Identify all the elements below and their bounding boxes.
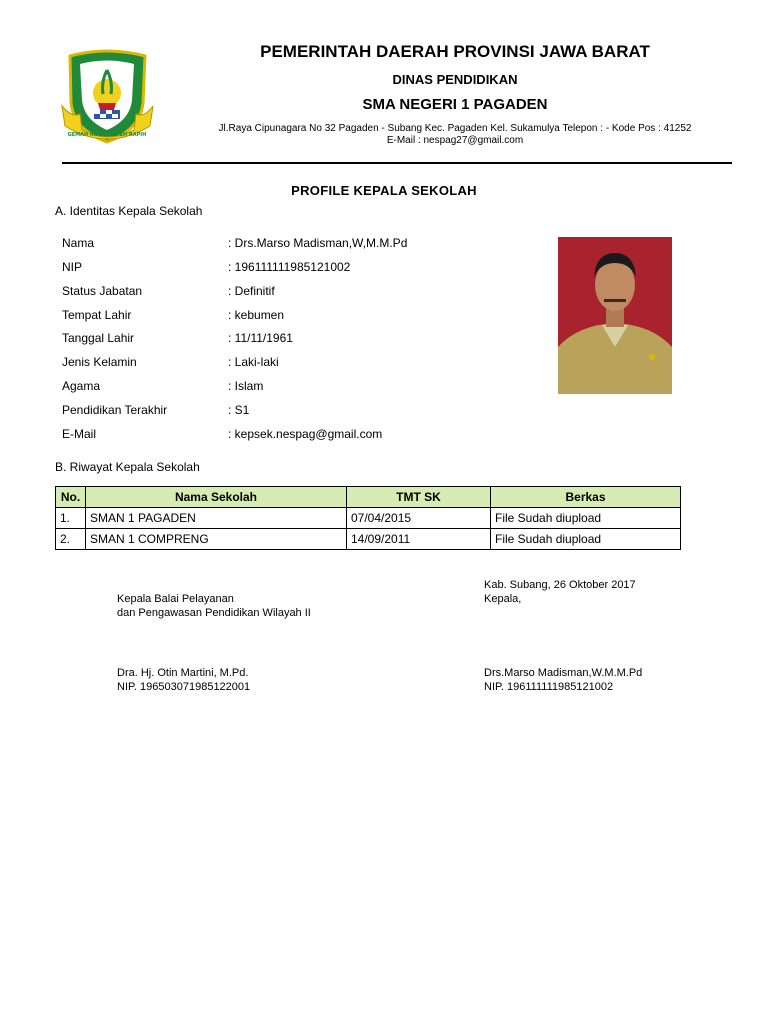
header-agency: DINAS PENDIDIKAN — [392, 72, 518, 87]
identity-label: NIP — [62, 260, 83, 274]
identity-value: : Definitif — [228, 284, 275, 298]
identity-row-birthplace — [62, 308, 532, 328]
identity-value: : kepsek.nespag@gmail.com — [228, 427, 383, 441]
header-government: PEMERINTAH DAERAH PROVINSI JAWA BARAT — [260, 42, 650, 61]
signature-left-name: Dra. Hj. Otin Martini, M.Pd. — [117, 667, 249, 679]
header-email: E-Mail : nespag27@gmail.com — [386, 135, 524, 146]
col-no: No. — [56, 487, 86, 508]
identity-row-education — [62, 403, 532, 423]
identity-label: Pendidikan Terakhir — [62, 403, 168, 417]
identity-row-name — [62, 236, 532, 256]
col-tmt: TMT SK — [347, 487, 491, 508]
signature-left-title — [117, 592, 311, 620]
identity-label: Jenis Kelamin — [62, 355, 137, 369]
identity-label: Status Jabatan — [62, 284, 143, 298]
identity-label: E-Mail — [62, 427, 97, 441]
identity-row-status — [62, 284, 532, 304]
header-school: SMA NEGERI 1 PAGADEN — [362, 96, 548, 113]
cell-tmt: 07/04/2015 — [347, 508, 491, 529]
svg-text:GEMAH RIPAH REPEH RAPIH: GEMAH RIPAH REPEH RAPIH — [67, 132, 147, 138]
section-a-title: A. Identitas Kepala Sekolah — [55, 204, 203, 218]
identity-row-email — [62, 427, 532, 447]
identity-row-nip — [62, 260, 532, 280]
identity-value: : Islam — [228, 379, 264, 393]
identity-row-gender — [62, 355, 532, 375]
signature-left-line1: Kepala Balai Pelayanan — [117, 593, 234, 605]
cell-no: 2. — [56, 529, 86, 550]
signature-right-role: Kepala, — [484, 593, 522, 605]
history-table — [55, 486, 681, 550]
table-header-row — [56, 487, 681, 508]
identity-label: Tempat Lahir — [62, 308, 132, 322]
identity-value: : kebumen — [228, 308, 285, 322]
section-b-title: B. Riwayat Kepala Sekolah — [55, 460, 200, 474]
page-title: PROFILE KEPALA SEKOLAH — [291, 183, 477, 198]
signature-right-block — [484, 666, 642, 694]
signature-right-title — [484, 578, 636, 606]
signature-right-date: Kab. Subang, 26 Oktober 2017 — [484, 579, 636, 591]
cell-tmt: 14/09/2011 — [347, 529, 491, 550]
identity-value: : Drs.Marso Madisman,W,M.M.Pd — [228, 236, 408, 250]
identity-row-birthdate — [62, 331, 532, 351]
cell-file: File Sudah diupload — [491, 508, 681, 529]
signature-left-block — [117, 666, 250, 694]
col-file: Berkas — [491, 487, 681, 508]
identity-value: : 196111111985121002 — [228, 260, 351, 274]
identity-value: : S1 — [228, 403, 250, 417]
table-row — [56, 508, 681, 529]
province-logo — [60, 48, 155, 148]
cell-no: 1. — [56, 508, 86, 529]
identity-value: : Laki-laki — [228, 355, 279, 369]
identity-value: : 11/11/1961 — [228, 331, 293, 345]
cell-school: SMAN 1 COMPRENG — [86, 529, 347, 550]
signature-left-nip: NIP. 196503071985122001 — [117, 681, 251, 693]
identity-label: Nama — [62, 236, 95, 250]
header-address: Jl.Raya Cipunagara No 32 Pagaden - Subang Kec. Pagaden Kel. Sukamulya Telepon : - Kode Pos : 41252 — [218, 123, 692, 134]
signature-left-line2: dan Pengawasan Pendidikan Wilayah II — [117, 607, 311, 619]
header-divider — [62, 162, 732, 164]
cell-file: File Sudah diupload — [491, 529, 681, 550]
table-row — [56, 529, 681, 550]
col-school: Nama Sekolah — [86, 487, 347, 508]
signature-right-name: Drs.Marso Madisman,W.M.M.Pd — [484, 667, 643, 679]
signature-right-nip: NIP. 196111111985121002 — [484, 681, 614, 693]
identity-label: Agama — [62, 379, 101, 393]
header-address-block — [185, 123, 725, 147]
cell-school: SMAN 1 PAGADEN — [86, 508, 347, 529]
principal-photo — [558, 237, 672, 394]
identity-row-religion — [62, 379, 532, 399]
identity-label: Tanggal Lahir — [62, 331, 135, 345]
